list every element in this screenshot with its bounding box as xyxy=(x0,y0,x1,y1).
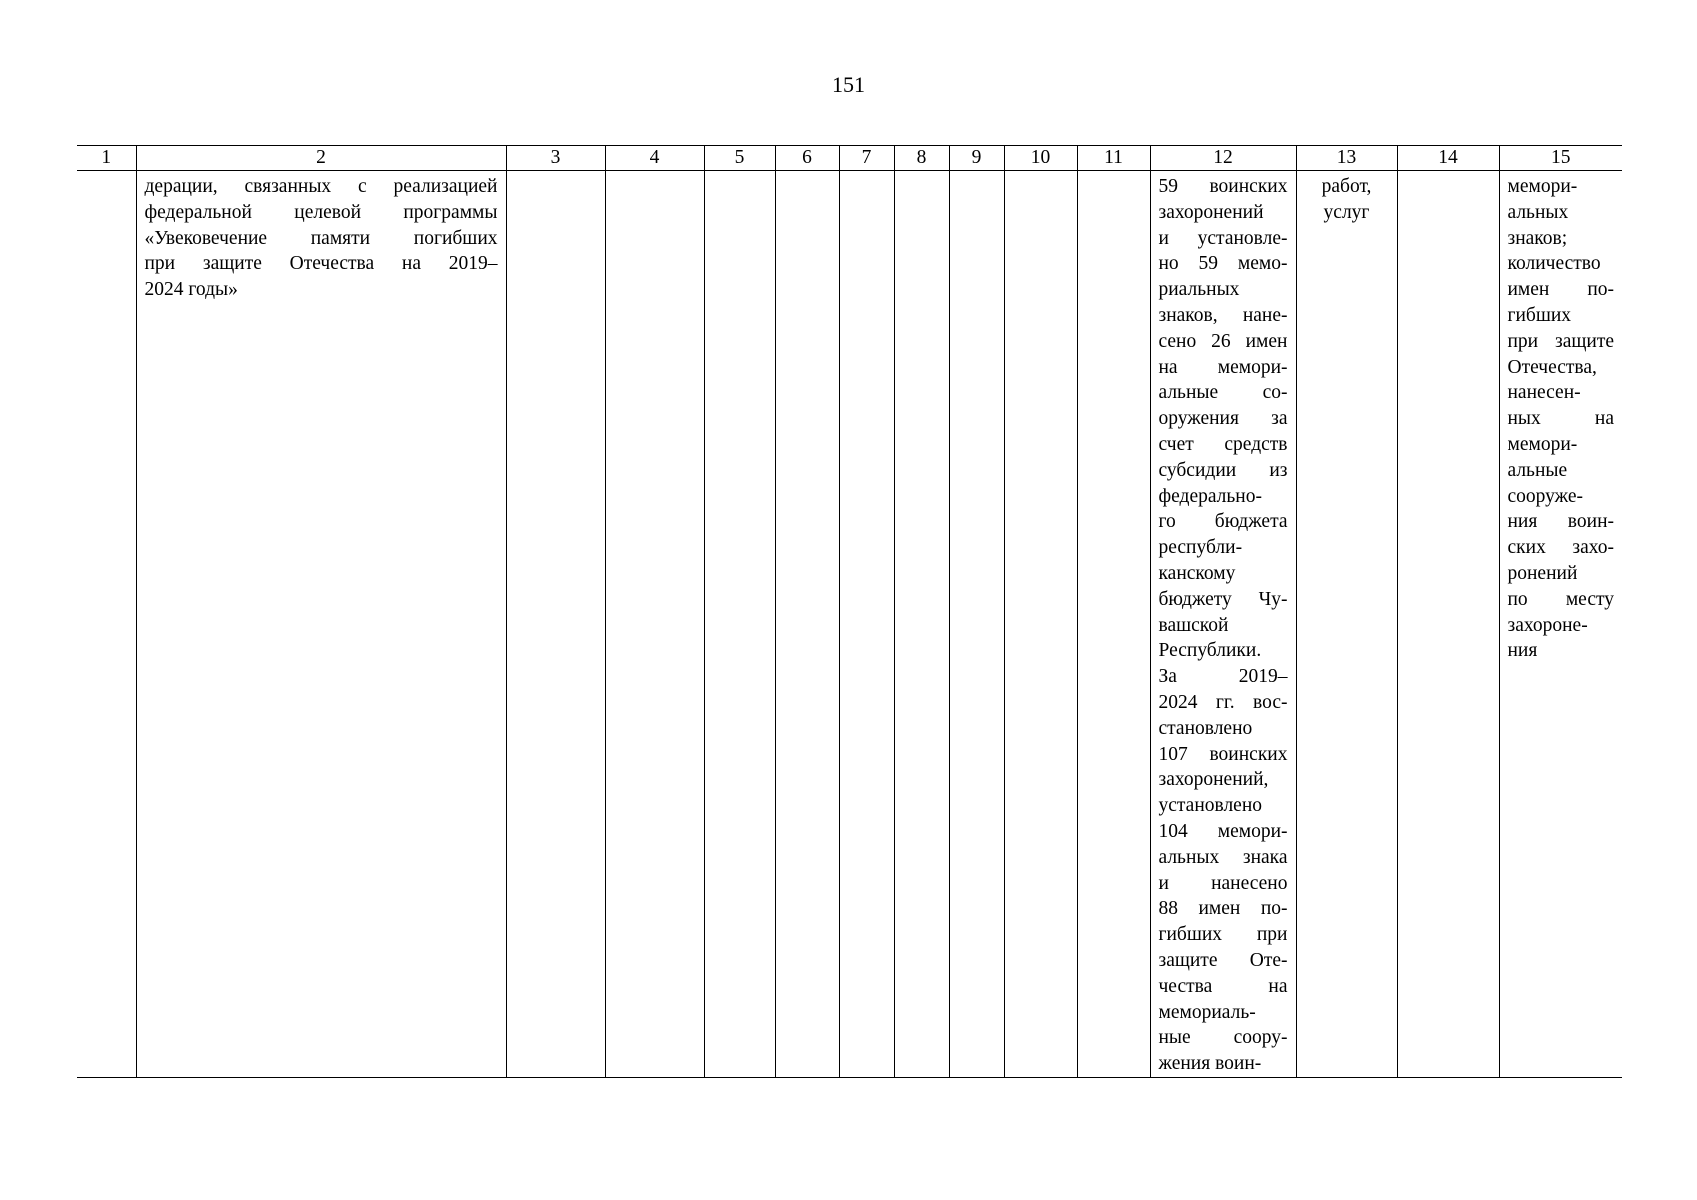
cell-line: 88 имен по- xyxy=(1158,898,1288,920)
column-header-10: 10 xyxy=(1004,146,1077,171)
cell-line: имен по- xyxy=(1507,279,1614,301)
cell-line: захоронений, xyxy=(1158,769,1269,791)
column-header-4: 4 xyxy=(605,146,704,171)
cell-col-13 xyxy=(1296,171,1397,1078)
page-number: 151 xyxy=(832,72,865,97)
cell-col-12 xyxy=(1150,171,1296,1078)
cell-col-4 xyxy=(605,171,704,1078)
cell-line: работ, xyxy=(1321,176,1372,197)
cell-line: 107 воинских xyxy=(1158,743,1288,765)
cell-line: 104 мемори- xyxy=(1158,820,1288,842)
cell-line: Отечества, xyxy=(1507,356,1597,378)
cell-line: мемори- xyxy=(1507,433,1578,455)
cell-col-2-text xyxy=(145,174,498,303)
cell-line: бюджету Чу- xyxy=(1158,588,1288,610)
cell-col-1 xyxy=(77,171,136,1078)
cell-line: счет средств xyxy=(1158,433,1288,455)
cell-line: оружения за xyxy=(1158,408,1288,430)
cell-line: «Увековечение памяти погибших xyxy=(144,227,498,249)
column-header-11: 11 xyxy=(1077,146,1150,171)
cell-line: ных на xyxy=(1507,408,1614,430)
cell-line: знаков; xyxy=(1507,227,1568,249)
cell-line: сооруже- xyxy=(1507,485,1584,507)
cell-line: ные соору- xyxy=(1158,1027,1288,1049)
data-table xyxy=(77,145,1622,1078)
cell-line: захоронений xyxy=(1158,201,1264,223)
cell-line: го бюджета xyxy=(1158,511,1288,533)
cell-line: и установле- xyxy=(1158,227,1288,249)
column-header-9: 9 xyxy=(949,146,1004,171)
cell-line: федерально- xyxy=(1158,485,1262,507)
header-row xyxy=(77,146,1622,171)
cell-line: чества на xyxy=(1158,975,1288,997)
cell-line: количество xyxy=(1507,253,1601,275)
cell-col-2 xyxy=(136,171,506,1078)
cell-line: защите Оте- xyxy=(1158,949,1288,971)
cell-line: сено 26 имен xyxy=(1158,330,1288,352)
cell-col-12-text xyxy=(1159,174,1288,1077)
cell-line: но 59 мемо- xyxy=(1158,253,1288,275)
cell-col-10 xyxy=(1004,171,1077,1078)
cell-col-14 xyxy=(1397,171,1499,1078)
column-header-8: 8 xyxy=(894,146,949,171)
cell-line: 2024 гг. вос- xyxy=(1158,691,1288,713)
cell-line: федеральной целевой программы xyxy=(144,201,498,223)
cell-line: по месту xyxy=(1507,588,1614,610)
cell-line: альных xyxy=(1507,201,1569,223)
cell-col-11 xyxy=(1077,171,1150,1078)
cell-line: субсидии из xyxy=(1158,459,1288,481)
cell-line: становлено xyxy=(1158,717,1253,739)
cell-line: мемориаль- xyxy=(1158,1001,1256,1023)
cell-line: нанесен- xyxy=(1507,382,1581,404)
table-row xyxy=(77,171,1622,1078)
cell-line: 59 воинских xyxy=(1158,176,1288,197)
cell-col-3 xyxy=(506,171,605,1078)
cell-col-8 xyxy=(894,171,949,1078)
column-header-12: 12 xyxy=(1150,146,1296,171)
cell-line: при защите xyxy=(1507,330,1614,352)
cell-line: Республики. xyxy=(1158,640,1262,662)
cell-line: установлено xyxy=(1158,795,1263,817)
cell-line: ния воин- xyxy=(1507,511,1614,533)
column-header-2: 2 xyxy=(136,146,506,171)
cell-col-13-text xyxy=(1305,174,1389,226)
column-header-13: 13 xyxy=(1296,146,1397,171)
cell-line: риальных xyxy=(1158,279,1240,301)
cell-line: 2024 годы» xyxy=(144,279,238,301)
cell-line: ронений xyxy=(1507,562,1578,584)
column-header-3: 3 xyxy=(506,146,605,171)
cell-line: За 2019– xyxy=(1158,666,1288,688)
column-header-14: 14 xyxy=(1397,146,1499,171)
cell-line: альные xyxy=(1507,459,1568,481)
cell-line: республи- xyxy=(1158,537,1243,559)
cell-col-15 xyxy=(1499,171,1622,1078)
cell-line: мемори- xyxy=(1507,176,1578,197)
cell-col-9 xyxy=(949,171,1004,1078)
cell-line: ния xyxy=(1507,640,1538,662)
cell-line: знаков, нане- xyxy=(1158,304,1288,326)
cell-line: жения воин- xyxy=(1158,1053,1262,1075)
cell-col-5 xyxy=(704,171,775,1078)
cell-line: захороне- xyxy=(1507,614,1588,636)
cell-line: на мемори- xyxy=(1158,356,1288,378)
cell-col-7 xyxy=(839,171,894,1078)
column-header-15: 15 xyxy=(1499,146,1622,171)
column-header-1: 1 xyxy=(77,146,136,171)
cell-line: гибших при xyxy=(1158,924,1288,946)
cell-line: канскому xyxy=(1158,562,1236,584)
cell-line: услуг xyxy=(1323,201,1370,223)
column-header-7: 7 xyxy=(839,146,894,171)
cell-col-6 xyxy=(775,171,839,1078)
cell-line: дерации, связанных с реализацией xyxy=(144,176,498,197)
cell-line: гибших xyxy=(1507,304,1572,326)
cell-line: ских захо- xyxy=(1507,537,1614,559)
cell-line: альные со- xyxy=(1158,382,1288,404)
cell-line: вашской xyxy=(1158,614,1229,636)
cell-line: при защите Отечества на 2019– xyxy=(144,253,498,275)
column-header-5: 5 xyxy=(704,146,775,171)
cell-col-15-text xyxy=(1508,174,1615,664)
cell-line: альных знака xyxy=(1158,846,1288,868)
column-header-6: 6 xyxy=(775,146,839,171)
cell-line: и нанесено xyxy=(1158,872,1288,894)
